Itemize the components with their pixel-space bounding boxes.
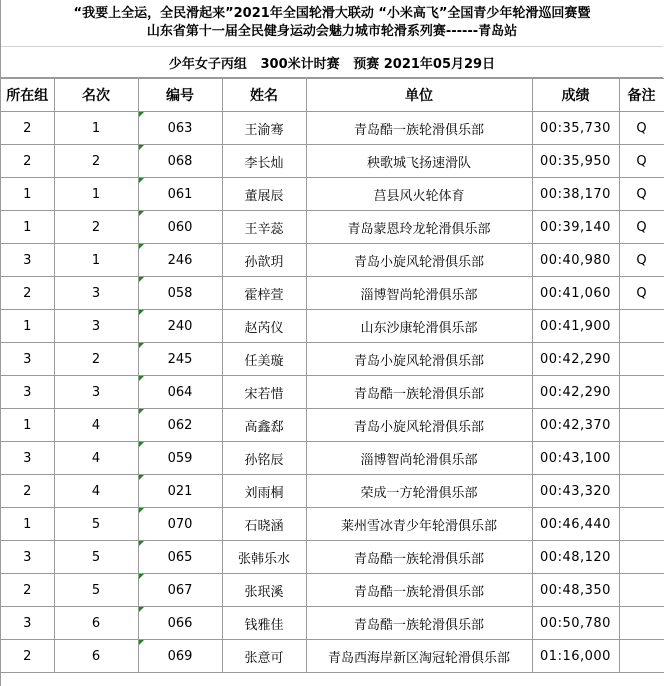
text-number-indicator-icon [139, 409, 144, 414]
cell-time: 00:42,290 [532, 343, 619, 376]
cell-rank: 2 [54, 343, 138, 376]
cell-number [138, 607, 222, 640]
cell-note [619, 409, 664, 442]
table-row [1, 475, 664, 508]
text-number-indicator-icon [139, 112, 144, 117]
cell-unit: 青岛酷一族轮滑俱乐部 [306, 607, 532, 640]
cell-note: Q [619, 244, 664, 277]
header-row [1, 79, 664, 112]
cell-note [619, 640, 664, 673]
cell-group: 1 [1, 310, 54, 343]
cell-name: 孙铭辰 [222, 442, 306, 475]
cell-group: 3 [1, 541, 54, 574]
title-line-2: 山东省第十一届全民健身运动会魅力城市轮滑系列赛------青岛站 [146, 24, 518, 39]
table-row [1, 112, 664, 145]
cell-number-text: 065 [167, 549, 193, 565]
cell-number [138, 112, 222, 145]
title-line-1: “我要上全运，全民滑起来”2021年全国轮滑大联动 “小米高飞”全国青少年轮滑巡回赛暨 [73, 6, 591, 21]
cell-rank: 1 [54, 244, 138, 277]
cell-rank: 5 [54, 508, 138, 541]
cell-name: 石晓涵 [222, 508, 306, 541]
table-row [1, 178, 664, 211]
cell-unit: 青岛小旋风轮滑俱乐部 [306, 343, 532, 376]
cell-group: 3 [1, 442, 54, 475]
cell-number-text: 067 [167, 582, 193, 598]
header-time: 成绩 [532, 79, 619, 112]
cell-rank: 1 [54, 112, 138, 145]
cell-time: 00:38,170 [532, 178, 619, 211]
cell-rank: 3 [54, 310, 138, 343]
cell-note: Q [619, 178, 664, 211]
table-row [1, 310, 664, 343]
cell-unit: 荣成一方轮滑俱乐部 [306, 475, 532, 508]
cell-unit: 淄博智尚轮滑俱乐部 [306, 277, 532, 310]
cell-unit: 淄博智尚轮滑俱乐部 [306, 442, 532, 475]
text-number-indicator-icon [139, 211, 144, 216]
cell-number-text: 062 [167, 417, 193, 433]
cell-group: 1 [1, 508, 54, 541]
cell-time: 00:43,320 [532, 475, 619, 508]
cell-note [619, 541, 664, 574]
text-number-indicator-icon [139, 343, 144, 348]
event-subtitle: 少年女子丙组 300米计时赛 预赛 2021年05月29日 [1, 47, 663, 78]
text-number-indicator-icon [139, 376, 144, 381]
table-row [1, 277, 664, 310]
cell-note: Q [619, 277, 664, 310]
text-number-indicator-icon [139, 277, 144, 282]
cell-time: 01:16,000 [532, 640, 619, 673]
cell-group: 2 [1, 112, 54, 145]
cell-unit: 山东沙康轮滑俱乐部 [306, 310, 532, 343]
cell-note [619, 607, 664, 640]
cell-name: 高鑫郄 [222, 409, 306, 442]
cell-name: 张珉溪 [222, 574, 306, 607]
cell-name: 孙歆玥 [222, 244, 306, 277]
cell-rank: 3 [54, 277, 138, 310]
header-number: 编号 [138, 79, 222, 112]
cell-rank: 6 [54, 640, 138, 673]
cell-time: 00:35,730 [532, 112, 619, 145]
cell-group: 2 [1, 640, 54, 673]
cell-number [138, 343, 222, 376]
table-row [1, 640, 664, 673]
cell-group: 2 [1, 574, 54, 607]
cell-group: 3 [1, 376, 54, 409]
cell-rank: 1 [54, 178, 138, 211]
results-table [1, 78, 664, 673]
cell-name: 王辛蕊 [222, 211, 306, 244]
cell-number-text: 059 [167, 450, 193, 466]
cell-number [138, 442, 222, 475]
cell-time: 00:35,950 [532, 145, 619, 178]
cell-unit: 青岛小旋风轮滑俱乐部 [306, 244, 532, 277]
text-number-indicator-icon [139, 310, 144, 315]
cell-unit: 青岛酷一族轮滑俱乐部 [306, 574, 532, 607]
table-row [1, 541, 664, 574]
cell-group: 3 [1, 244, 54, 277]
title-block [1, 0, 663, 47]
cell-rank: 2 [54, 211, 138, 244]
cell-number [138, 376, 222, 409]
cell-rank: 4 [54, 475, 138, 508]
cell-time: 00:50,780 [532, 607, 619, 640]
cell-time: 00:48,350 [532, 574, 619, 607]
table-row [1, 409, 664, 442]
cell-time: 00:48,120 [532, 541, 619, 574]
table-row [1, 574, 664, 607]
header-unit: 单位 [306, 79, 532, 112]
cell-name: 刘雨桐 [222, 475, 306, 508]
cell-time: 00:42,290 [532, 376, 619, 409]
cell-rank: 3 [54, 376, 138, 409]
cell-note [619, 574, 664, 607]
cell-group: 3 [1, 607, 54, 640]
cell-number-text: 240 [167, 318, 193, 334]
header-rank: 名次 [54, 79, 138, 112]
table-row [1, 211, 664, 244]
text-number-indicator-icon [139, 541, 144, 546]
cell-number-text: 066 [167, 615, 193, 631]
cell-note [619, 508, 664, 541]
cell-number-text: 060 [167, 219, 193, 235]
cell-rank: 5 [54, 541, 138, 574]
cell-name: 王渝骞 [222, 112, 306, 145]
cell-number-text: 069 [167, 648, 193, 664]
cell-number-text: 246 [167, 252, 193, 268]
cell-note: Q [619, 112, 664, 145]
cell-unit: 秧歌城飞扬速滑队 [306, 145, 532, 178]
table-row [1, 376, 664, 409]
cell-number [138, 541, 222, 574]
cell-number [138, 574, 222, 607]
text-number-indicator-icon [139, 145, 144, 150]
cell-number-text: 061 [167, 186, 193, 202]
cell-note [619, 310, 664, 343]
cell-number-text: 064 [167, 384, 193, 400]
cell-rank: 2 [54, 145, 138, 178]
cell-note: Q [619, 145, 664, 178]
cell-unit: 青岛酷一族轮滑俱乐部 [306, 112, 532, 145]
cell-group: 2 [1, 145, 54, 178]
cell-rank: 4 [54, 409, 138, 442]
table-row [1, 607, 664, 640]
text-number-indicator-icon [139, 475, 144, 480]
cell-number [138, 310, 222, 343]
cell-time: 00:42,370 [532, 409, 619, 442]
cell-note [619, 475, 664, 508]
cell-number-text: 070 [167, 516, 193, 532]
text-number-indicator-icon [139, 178, 144, 183]
cell-note [619, 442, 664, 475]
cell-name: 钱雅佳 [222, 607, 306, 640]
cell-number [138, 640, 222, 673]
cell-number-text: 058 [167, 285, 193, 301]
cell-unit: 青岛酷一族轮滑俱乐部 [306, 376, 532, 409]
table-row [1, 145, 664, 178]
cell-number [138, 508, 222, 541]
header-note: 备注 [619, 79, 664, 112]
cell-name: 张意可 [222, 640, 306, 673]
cell-name: 任美璇 [222, 343, 306, 376]
cell-time: 00:40,980 [532, 244, 619, 277]
cell-group: 2 [1, 475, 54, 508]
header-group: 所在组 [1, 79, 54, 112]
text-number-indicator-icon [139, 244, 144, 249]
cell-name: 张韩乐水 [222, 541, 306, 574]
cell-number-text: 068 [167, 153, 193, 169]
cell-name: 赵芮仪 [222, 310, 306, 343]
cell-name: 董展辰 [222, 178, 306, 211]
cell-number [138, 277, 222, 310]
cell-unit: 青岛酷一族轮滑俱乐部 [306, 541, 532, 574]
text-number-indicator-icon [139, 640, 144, 645]
cell-number [138, 145, 222, 178]
cell-name: 宋若惜 [222, 376, 306, 409]
table-row [1, 508, 664, 541]
cell-number-text: 245 [167, 351, 193, 367]
cell-rank: 4 [54, 442, 138, 475]
cell-unit: 青岛西海岸新区淘冠轮滑俱乐部 [306, 640, 532, 673]
text-number-indicator-icon [139, 574, 144, 579]
text-number-indicator-icon [139, 442, 144, 447]
cell-group: 1 [1, 178, 54, 211]
cell-time: 00:39,140 [532, 211, 619, 244]
cell-note [619, 376, 664, 409]
cell-number [138, 244, 222, 277]
cell-name: 李长灿 [222, 145, 306, 178]
table-row [1, 244, 664, 277]
cell-number [138, 178, 222, 211]
text-number-indicator-icon [139, 607, 144, 612]
cell-note: Q [619, 211, 664, 244]
cell-group: 2 [1, 277, 54, 310]
cell-unit: 青岛小旋风轮滑俱乐部 [306, 409, 532, 442]
text-number-indicator-icon [139, 508, 144, 513]
cell-number [138, 475, 222, 508]
table-row [1, 442, 664, 475]
cell-unit: 青岛蒙恩玲龙轮滑俱乐部 [306, 211, 532, 244]
cell-rank: 6 [54, 607, 138, 640]
header-name: 姓名 [222, 79, 306, 112]
cell-number-text: 063 [167, 120, 193, 136]
cell-number-text: 021 [167, 483, 193, 499]
cell-group: 1 [1, 409, 54, 442]
cell-name: 霍梓萱 [222, 277, 306, 310]
cell-group: 1 [1, 211, 54, 244]
cell-rank: 5 [54, 574, 138, 607]
cell-time: 00:41,900 [532, 310, 619, 343]
cell-number [138, 409, 222, 442]
cell-group: 3 [1, 343, 54, 376]
cell-time: 00:43,100 [532, 442, 619, 475]
cell-unit: 莱州雪冰青少年轮滑俱乐部 [306, 508, 532, 541]
cell-number [138, 211, 222, 244]
cell-time: 00:46,440 [532, 508, 619, 541]
table-row [1, 343, 664, 376]
cell-unit: 莒县风火轮体育 [306, 178, 532, 211]
cell-note [619, 343, 664, 376]
cell-time: 00:41,060 [532, 277, 619, 310]
